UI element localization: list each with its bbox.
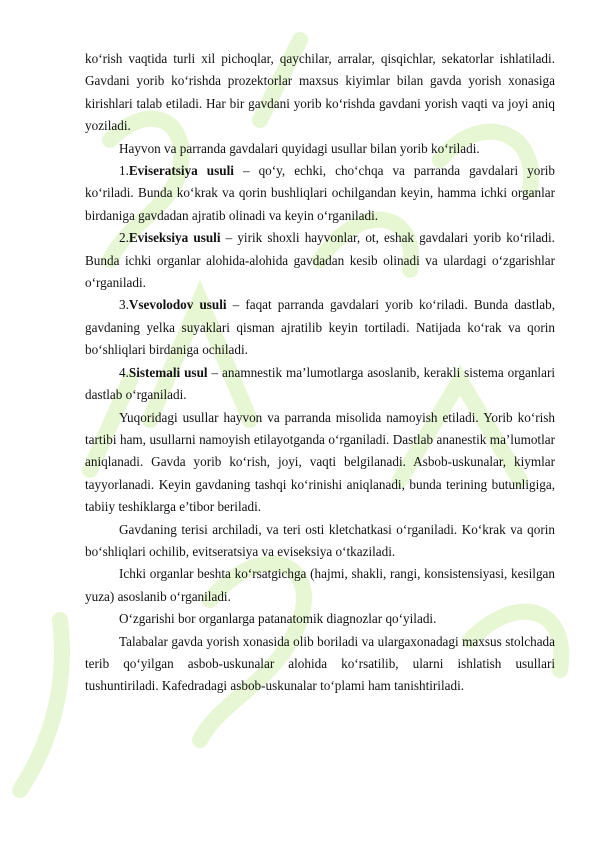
paragraph-8: Gavdaning terisi archiladi, va teri osti kletchatkasi o‘rganiladi. Ko‘krak va qorin bo‘shliqlari ochilib, evitseratsiya va eviseksiya o‘tkaziladi. xyxy=(85,521,555,559)
paragraph-method-4: 4.Sistemali usul – anamnestik ma’lumotlarga asoslanib, kerakli sistema organlari dastlab o‘rganiladi. xyxy=(85,364,556,403)
paragraph-method-2: 2.Eviseksiya usuli – yirik shoxli hayvonlar, ot, eshak gavdalari yorib ko‘riladi. Bunda ichki organlar alohida-alohida gavdadan kesib olinadi va ulardagi o‘zgarishlar o‘rganiladi. xyxy=(85,230,555,291)
document-body xyxy=(85,48,555,698)
paragraph-7: Yuqoridagi usullar hayvon va parranda misolida namoyish etiladi. Yorib ko‘rish tartibi ham, usullarni namoyish etilayotganda o‘rganiladi. Dastlab ananestik ma’lumotlar aniqlanadi. Gavda yorib ko‘rish, joyi, vaqti belgilanadi. Asbob-uskunalar, kiymlar tayyorlanadi. Keyin gavdaning tashqi ko‘rinishi aniqlanadi, bunda terining butunligiga, tabiiy teshiklarga e’tibor beriladi. xyxy=(85,409,555,515)
paragraph-11: Talabalar gavda yorish xonasida olib boriladi va ulargaxonadagi maxsus stolchada terib qo‘yilgan asbob-uskunalar alohida ko‘rsatilib, ularni ishlatish usullari tushuntiriladi. Kafedradagi asbob-uskunalar to‘plami ham tanishtiriladi. xyxy=(85,633,555,694)
paragraph-2: Hayvon va parranda gavdalari quyidagi usullar bilan yorib ko‘riladi. xyxy=(119,140,480,156)
method-3-name: Vsevolodov usuli xyxy=(128,297,227,313)
method-4-name: Sistemali usul xyxy=(128,364,208,380)
method-2-name: Eviseksiya usuli xyxy=(128,230,221,246)
paragraph-method-3: 3.Vsevolodov usuli – faqat parranda gavdalari yorib ko‘riladi. Bunda dastlab, gavdaning yelka suyaklari qisman ajratilib keyin tortiladi. Natijada ko‘rak va qorin bo‘shliqlari birdaniga ochiladi. xyxy=(85,297,555,358)
paragraph-10: O‘zgarishi bor organlarga patanatomik diagnozlar qo‘yiladi. xyxy=(119,611,437,627)
paragraph-1: ko‘rish vaqtida turli xil pichoqlar, qaychilar, arralar, qisqichlar, sekatorlar ishlatiladi. Gavdani yorib ko‘rishda prozektorlar maxsus kiyimlar bilan gavda yorish xonasiga kirishlari talab etiladi. Har bir gavdani yorib ko‘rishda gavdani yorish vaqti va joyi aniq yoziladi. xyxy=(85,51,555,134)
method-1-name: Eviseratsiya usuli xyxy=(128,163,234,179)
paragraph-method-1: 1.Eviseratsiya usuli – qo‘y, echki, cho‘chqa va parranda gavdalari yorib ko‘riladi. Bunda ko‘krak va qorin bushliqlari ochilgandan keyin, hamma ichki organlar birdaniga gavdadan ajratib olinadi va keyin o‘rganiladi. xyxy=(85,163,555,223)
paragraph-9: Ichki organlar beshta ko‘rsatgichga (hajmi, shakli, rangi, konsistensiyasi, kesilgan yuza) asoslanib o‘rganiladi. xyxy=(85,566,555,604)
